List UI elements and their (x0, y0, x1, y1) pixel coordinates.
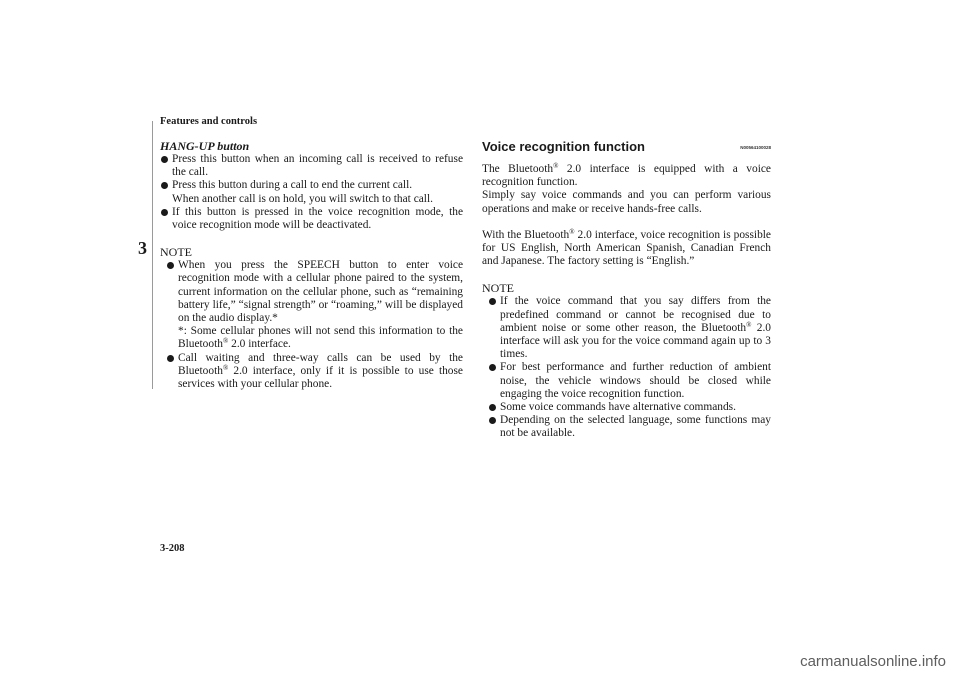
note-text-end: 2.0 interface, only if it is possible to use those services with your cellular phone. (178, 364, 463, 391)
registered-mark: ® (222, 363, 229, 372)
registered-mark: ® (222, 337, 229, 346)
note-item (166, 259, 463, 351)
chapter-number: 3 (138, 238, 147, 258)
right-column (482, 139, 771, 441)
bullet-item: Press this button when an incoming call is received to refuse the call. (160, 153, 463, 179)
watermark: carmanualsonline.info (800, 653, 946, 670)
note-label: NOTE (160, 245, 192, 260)
page-number: 3-208 (160, 543, 185, 554)
bullet-item: If this button is pressed in the voice recognition mode, the voice recognition mode will be deactivated. (160, 206, 463, 232)
registered-mark: ® (746, 320, 752, 329)
note-item: Some voice commands have alternative commands. (488, 401, 771, 414)
bullet-item (160, 179, 463, 205)
bullet-text: Press this button during a call to end the current call. (172, 179, 413, 192)
note-body (482, 295, 771, 440)
registered-mark: ® (553, 162, 559, 170)
section-code: N00564100028 (740, 145, 771, 150)
paragraph: With the Bluetooth® 2.0 interface, voice recognition is possible for US English, North American Spanish, Canadian French and Japanese. The factory setting is “English.” (482, 227, 771, 268)
note-body (160, 259, 463, 391)
left-column (160, 139, 463, 391)
note-item (166, 352, 463, 392)
note-label: NOTE (482, 281, 514, 296)
note-item: For best performance and further reduction of ambient noise, the vehicle windows should be closed while engaging the voice recognition function. (488, 361, 771, 401)
note-text: Call waiting and three-way calls can be used by the Bluetooth (178, 351, 463, 377)
paragraph: Simply say voice commands and you can perform various operations and make or receive hands-free calls. (482, 189, 771, 215)
section-title-text: Voice recognition function (482, 139, 645, 154)
registered-mark: ® (569, 227, 575, 236)
paragraph: The Bluetooth® 2.0 interface is equipped with a voice recognition function. (482, 162, 771, 189)
note-item: If the voice command that you say differs from the predefined command or cannot be recognised due to ambient noise or some other reason, the Bluetooth® 2.0 interface will ask you for the voice command again up to 3 times. (488, 295, 771, 361)
bullet-text-continued: When another call is on hold, you will switch to that call. (172, 192, 433, 205)
running-header: Features and controls (160, 116, 258, 127)
note-item: Depending on the selected language, some functions may not be available. (488, 414, 771, 440)
section-title (482, 139, 771, 155)
hang-up-subheading: HANG-UP button (160, 139, 250, 153)
note-text: When you press the SPEECH button to enter voice recognition mode with a cellular phone paired to the system, current information on the cellular phone, such as “remaining battery life,” “signal strength” or “roaming,” will be displayed on the audio display.* (178, 259, 463, 325)
footnote-text-end: 2.0 interface. (231, 338, 291, 351)
footnote-text: *: Some cellular phones will not send this information to the Bluetooth (178, 325, 463, 351)
